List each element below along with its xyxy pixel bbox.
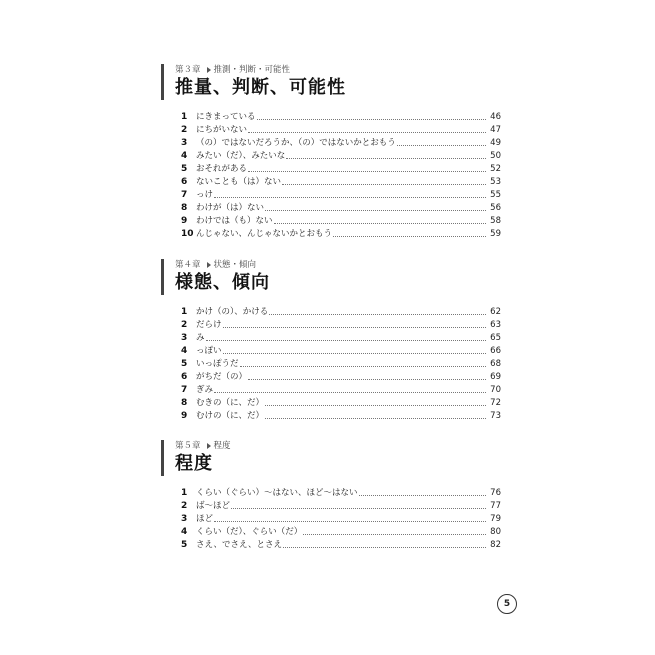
entry-text: み <box>196 333 205 343</box>
toc-entry[interactable] <box>181 175 501 188</box>
entry-page: 58 <box>490 216 501 226</box>
leader-dots <box>265 405 486 406</box>
toc-entry[interactable] <box>181 331 501 344</box>
toc-entry[interactable] <box>181 188 501 201</box>
triangle-icon <box>207 67 211 73</box>
entry-page: 79 <box>490 514 501 524</box>
toc-entry[interactable] <box>181 499 501 512</box>
leader-dots <box>214 521 486 522</box>
entry-page: 73 <box>490 411 501 421</box>
entry-list <box>161 305 501 422</box>
leader-dots <box>214 197 486 198</box>
leader-dots <box>274 223 486 224</box>
leader-dots <box>286 158 486 159</box>
entry-text: ぎみ <box>196 385 214 395</box>
entry-number: 7 <box>181 385 188 395</box>
entry-number: 4 <box>181 527 188 537</box>
entry-number: 7 <box>181 190 188 200</box>
chapter-section <box>161 259 501 422</box>
triangle-icon <box>207 262 211 268</box>
entry-page: 53 <box>490 177 501 187</box>
entry-page: 69 <box>490 372 501 382</box>
leader-dots <box>282 184 486 185</box>
leader-dots <box>359 495 486 496</box>
leader-dots <box>269 314 486 315</box>
chapter-label <box>175 440 501 452</box>
entry-text: にきまっている <box>196 112 256 122</box>
chapter-number: 第５章 <box>175 441 201 451</box>
leader-dots <box>231 508 486 509</box>
entry-text: んじゃない、んじゃないかとおもう <box>196 229 333 239</box>
toc-entry[interactable] <box>181 214 501 227</box>
entry-page: 47 <box>490 125 501 135</box>
leader-dots <box>248 171 486 172</box>
entry-number: 2 <box>181 320 188 330</box>
entry-number: 10 <box>181 229 194 239</box>
toc-entry[interactable] <box>181 149 501 162</box>
toc-entry[interactable] <box>181 123 501 136</box>
entry-page: 70 <box>490 385 501 395</box>
entry-number: 5 <box>181 540 188 550</box>
entry-page: 65 <box>490 333 501 343</box>
toc-entry[interactable] <box>181 538 501 551</box>
chapter-subtitle: 状態・傾向 <box>213 260 257 270</box>
entry-number: 1 <box>181 307 188 317</box>
leader-dots <box>265 418 486 419</box>
entry-page: 68 <box>490 359 501 369</box>
entry-number: 2 <box>181 501 188 511</box>
toc-entry[interactable] <box>181 136 501 149</box>
triangle-icon <box>207 443 211 449</box>
entry-number: 8 <box>181 398 188 408</box>
entry-page: 72 <box>490 398 501 408</box>
toc-entry[interactable] <box>181 110 501 123</box>
entry-page: 62 <box>490 307 501 317</box>
toc-entry[interactable] <box>181 396 501 409</box>
leader-dots <box>248 379 486 380</box>
toc-entry[interactable] <box>181 525 501 538</box>
chapter-bar <box>161 259 164 295</box>
toc-entry[interactable] <box>181 486 501 499</box>
chapter-heading <box>161 259 501 299</box>
leader-dots <box>397 145 486 146</box>
leader-dots <box>223 327 486 328</box>
leader-dots <box>223 353 486 354</box>
entry-number: 2 <box>181 125 188 135</box>
toc-entry[interactable] <box>181 409 501 422</box>
leader-dots <box>265 210 486 211</box>
chapter-subtitle: 推測・判断・可能性 <box>213 65 291 75</box>
entry-page: 50 <box>490 151 501 161</box>
entry-page: 49 <box>490 138 501 148</box>
entry-number: 6 <box>181 372 188 382</box>
entry-text: がちだ（の） <box>196 372 248 382</box>
chapter-label <box>175 259 501 271</box>
entry-text: ほど <box>196 514 214 524</box>
entry-text: みたい（だ）、みたいな <box>196 151 286 161</box>
leader-dots <box>248 132 486 133</box>
toc-entry[interactable] <box>181 318 501 331</box>
entry-text: おそれがある <box>196 164 248 174</box>
entry-page: 82 <box>490 540 501 550</box>
entry-page: 59 <box>490 229 501 239</box>
entry-text: ないことも（は）ない <box>196 177 282 187</box>
entry-number: 1 <box>181 488 188 498</box>
toc-entry[interactable] <box>181 227 501 240</box>
entry-page: 76 <box>490 488 501 498</box>
chapter-bar <box>161 440 164 476</box>
leader-dots <box>257 119 486 120</box>
chapter-label <box>175 64 501 76</box>
chapter-subtitle: 程度 <box>213 441 231 451</box>
entry-text: いっぽうだ <box>196 359 239 369</box>
entry-page: 66 <box>490 346 501 356</box>
leader-dots <box>206 340 486 341</box>
entry-number: 6 <box>181 177 188 187</box>
entry-page: 80 <box>490 527 501 537</box>
entry-number: 9 <box>181 411 188 421</box>
leader-dots <box>333 236 486 237</box>
chapter-section <box>161 440 501 551</box>
chapter-title: 推量、判断、可能性 <box>175 77 346 98</box>
leader-dots <box>214 392 486 393</box>
entry-page: 63 <box>490 320 501 330</box>
entry-number: 5 <box>181 164 188 174</box>
entry-number: 4 <box>181 151 188 161</box>
chapter-heading <box>161 64 501 104</box>
entry-number: 9 <box>181 216 188 226</box>
entry-list <box>161 486 501 551</box>
page-number: 5 <box>497 594 517 614</box>
toc-entry[interactable] <box>181 344 501 357</box>
entry-page: 56 <box>490 203 501 213</box>
entry-number: 8 <box>181 203 188 213</box>
toc-entry[interactable] <box>181 383 501 396</box>
entry-text: だらけ <box>196 320 222 330</box>
entry-text: っけ <box>196 190 214 200</box>
chapter-section <box>161 64 501 240</box>
entry-page: 46 <box>490 112 501 122</box>
entry-text: わけが（は）ない <box>196 203 265 213</box>
toc-entry[interactable] <box>181 305 501 318</box>
entry-number: 3 <box>181 514 188 524</box>
entry-text: むけの（に、だ） <box>196 411 265 421</box>
entry-text: わけでは（も）ない <box>196 216 273 226</box>
entry-list <box>161 110 501 240</box>
toc-entry[interactable] <box>181 512 501 525</box>
entry-text: くらい（ぐらい）～はない、ほど～はない <box>196 488 358 498</box>
entry-number: 5 <box>181 359 188 369</box>
toc-entry[interactable] <box>181 370 501 383</box>
leader-dots <box>240 366 486 367</box>
entry-number: 3 <box>181 138 188 148</box>
entry-page: 55 <box>490 190 501 200</box>
entry-text: むきの（に、だ） <box>196 398 265 408</box>
chapter-number: 第３章 <box>175 65 201 75</box>
chapter-bar <box>161 64 164 100</box>
entry-text: さえ、でさえ、とさえ <box>196 540 283 550</box>
entry-text: （の）ではないだろうか、（の）ではないかとおもう <box>196 138 396 148</box>
leader-dots <box>303 534 486 535</box>
chapter-title: 様態、傾向 <box>175 272 270 293</box>
chapter-title: 程度 <box>175 453 213 474</box>
chapter-heading <box>161 440 501 480</box>
entry-text: ば～ほど <box>196 501 231 511</box>
toc-entry[interactable] <box>181 357 501 370</box>
chapter-number: 第４章 <box>175 260 201 270</box>
entry-text: かけ（の）、かける <box>196 307 269 317</box>
entry-number: 4 <box>181 346 188 356</box>
entry-text: くらい（だ）、ぐらい（だ） <box>196 527 303 537</box>
entry-text: にちがいない <box>196 125 248 135</box>
leader-dots <box>283 547 486 548</box>
entry-number: 1 <box>181 112 188 122</box>
toc-entry[interactable] <box>181 162 501 175</box>
entry-number: 3 <box>181 333 188 343</box>
toc-entry[interactable] <box>181 201 501 214</box>
entry-text: っぽい <box>196 346 222 356</box>
entry-page: 52 <box>490 164 501 174</box>
entry-page: 77 <box>490 501 501 511</box>
